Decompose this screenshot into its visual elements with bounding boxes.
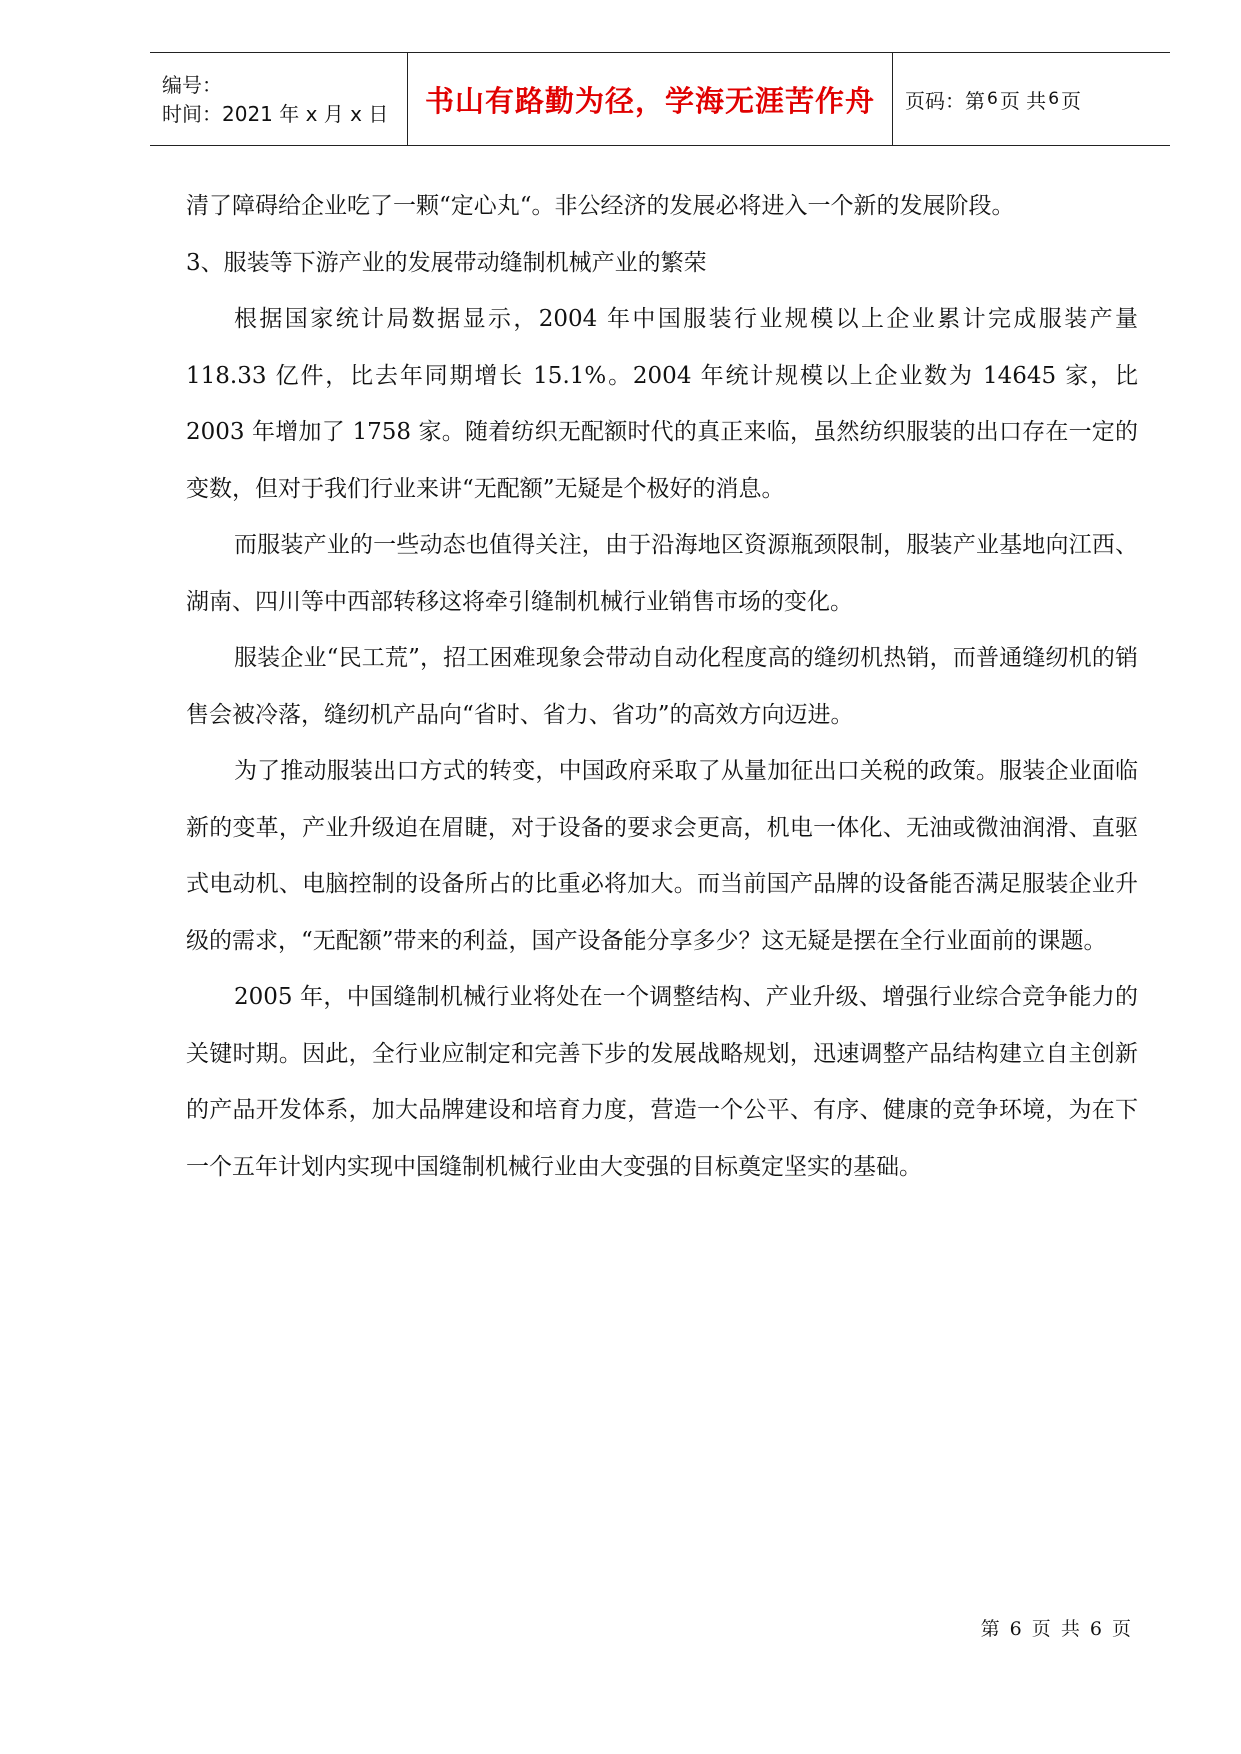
paragraph: 而服装产业的一些动态也值得关注，由于沿海地区资源瓶颈限制，服装产业基地向江西、湖南、四川等中西部转移这将牵引缝制机械行业销售市场的变化。 [186,532,1138,615]
page-end-label: 页 [1061,88,1082,113]
document-header [150,52,1170,146]
section-heading: 3、服装等下游产业的发展带动缝制机械产业的繁荣 [186,249,707,276]
document-time-label: 时间：2021 年 x 月 x 日 [162,102,389,126]
header-meta-cell [150,53,408,145]
page-total: 6 [1048,89,1060,109]
document-number-label: 编号： [162,73,222,97]
header-motto-cell [408,53,893,145]
paragraph: 服装企业“民工荒”，招工困难现象会带动自动化程度高的缝纫机热销，而普通缝纫机的销售会被冷落，缝纫机产品向“省时、省力、省功”的高效方向迈进。 [186,645,1138,728]
page-footer: 第 6 页 共 6 页 [980,1618,1133,1640]
header-motto: 书山有路勤为径，学海无涯苦作舟 [424,83,875,118]
page-label: 页码：第 [905,88,985,113]
page-current: 6 [987,89,998,109]
paragraph: 2005 年，中国缝制机械行业将处在一个调整结构、产业升级、增强行业综合竞争能力的关键时期。因此，全行业应制定和完善下步的发展战略规划，迅速调整产品结构建立自主创新的产品开发体系，加大品牌建设和培育力度，营造一个公平、有序、健康的竞争环境，为在下一个五年计划内实现中国缝制机械行业由大变强的目标奠定坚实的基础。 [186,984,1138,1180]
paragraph-continuation: 清了障碍给企业吃了一颗“定心丸“。非公经济的发展必将进入一个新的发展阶段。 [186,193,1015,219]
header-page-cell [893,53,1170,145]
paragraph: 为了推动服装出口方式的转变，中国政府采取了从量加征出口关税的政策。服装企业面临新的变革，产业升级迫在眉睫，对于设备的要求会更高，机电一体化、无油或微油润滑、直驱式电动机、电脑控制的设备所占的比重必将加大。而当前国产品牌的设备能否满足服装企业升级的需求，“无配额”带来的利益，国产设备能分享多少？这无疑是摆在全行业面前的课题。 [186,758,1138,954]
paragraph: 根据国家统计局数据显示，2004 年中国服装行业规模以上企业累计完成服装产量 118.33 亿件，比去年同期增长 15.1%。2004 年统计规模以上企业数为 14645 家，比 2003 年增加了 1758 家。随着纺织无配额时代的真正来临，虽然纺织服装的出口存在一定的变数，但对于我们行业来讲“无配额”无疑是个极好的消息。 [186,306,1138,502]
page-mid-label: 页 共 [999,88,1047,113]
document-body [186,178,1138,1195]
